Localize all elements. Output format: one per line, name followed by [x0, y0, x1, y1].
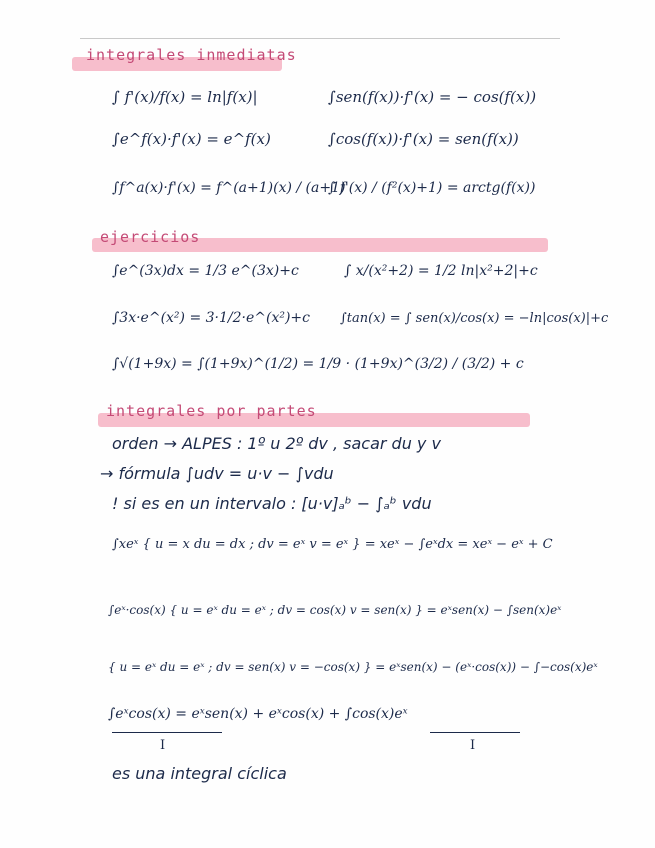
- ruled-line: [80, 38, 560, 39]
- exercise-tangent: ∫tan(x) = ∫ sen(x)/cos(x) = −ln|cos(x)|+c: [340, 311, 609, 326]
- underline: [430, 732, 520, 733]
- exercise-logarithm: ∫ x/(x²+2) = 1/2 ln|x²+2|+c: [344, 263, 538, 279]
- interval-formula: ! si es en un intervalo : [u·v]ₐᵇ − ∫ₐᵇ vdu: [112, 494, 432, 513]
- rule-cosine: ∫cos(f(x))·f'(x) = sen(f(x)): [328, 130, 519, 148]
- rule-arctangent: ∫ f'(x) / (f²(x)+1) = arctg(f(x)): [328, 180, 536, 196]
- cyclic-integral-note: es una integral cíclica: [112, 764, 287, 783]
- section-heading-ejercicios: ejercicios: [100, 228, 201, 246]
- section-heading-partes: integrales por partes: [106, 402, 317, 420]
- example-ex-cos: ∫eˣ·cos(x) { u = eˣ du = eˣ ; dv = cos(x) v = sen(x) } = eˣsen(x) − ∫sen(x)eˣ: [108, 603, 562, 617]
- exercise-square-root: ∫√(1+9x) = ∫(1+9x)^(1/2) = 1/9 · (1+9x)^(3/2) / (3/2) + c: [112, 356, 524, 372]
- parts-formula: → fórmula ∫udv = u·v − ∫vdu: [100, 464, 334, 483]
- rule-sine: ∫sen(f(x))·f'(x) = − cos(f(x)): [328, 88, 537, 106]
- cyclic-equation: ∫eˣcos(x) = eˣsen(x) + eˣcos(x) + ∫cos(x)eˣ: [108, 706, 408, 722]
- underline: [112, 732, 222, 733]
- integral-label-right: I: [470, 738, 476, 753]
- alpes-order-note: orden → ALPES : 1º u 2º dv , sacar du y v: [112, 434, 441, 453]
- rule-power: ∫f^a(x)·f'(x) = f^(a+1)(x) / (a+1): [112, 180, 346, 196]
- section-heading-inmediatas: integrales inmediatas: [86, 46, 297, 64]
- rule-exponential: ∫e^f(x)·f'(x) = e^f(x): [112, 130, 271, 148]
- example-xex: ∫xeˣ { u = x du = dx ; dv = eˣ v = eˣ } = xeˣ − ∫eˣdx = xeˣ − eˣ + C: [112, 537, 553, 552]
- exercise-substitution: ∫3x·e^(x²) = 3·1/2·e^(x²)+c: [112, 310, 310, 326]
- example-ex-sen: { u = eˣ du = eˣ ; dv = sen(x) v = −cos(x) } = eˣsen(x) − (eˣ·cos(x)) − ∫−cos(x)eˣ: [108, 660, 598, 674]
- rule-logarithm: ∫ f'(x)/f(x) = ln|f(x)|: [112, 88, 258, 106]
- integral-label-left: I: [160, 738, 166, 753]
- exercise-exponential: ∫e^(3x)dx = 1/3 e^(3x)+c: [112, 263, 299, 279]
